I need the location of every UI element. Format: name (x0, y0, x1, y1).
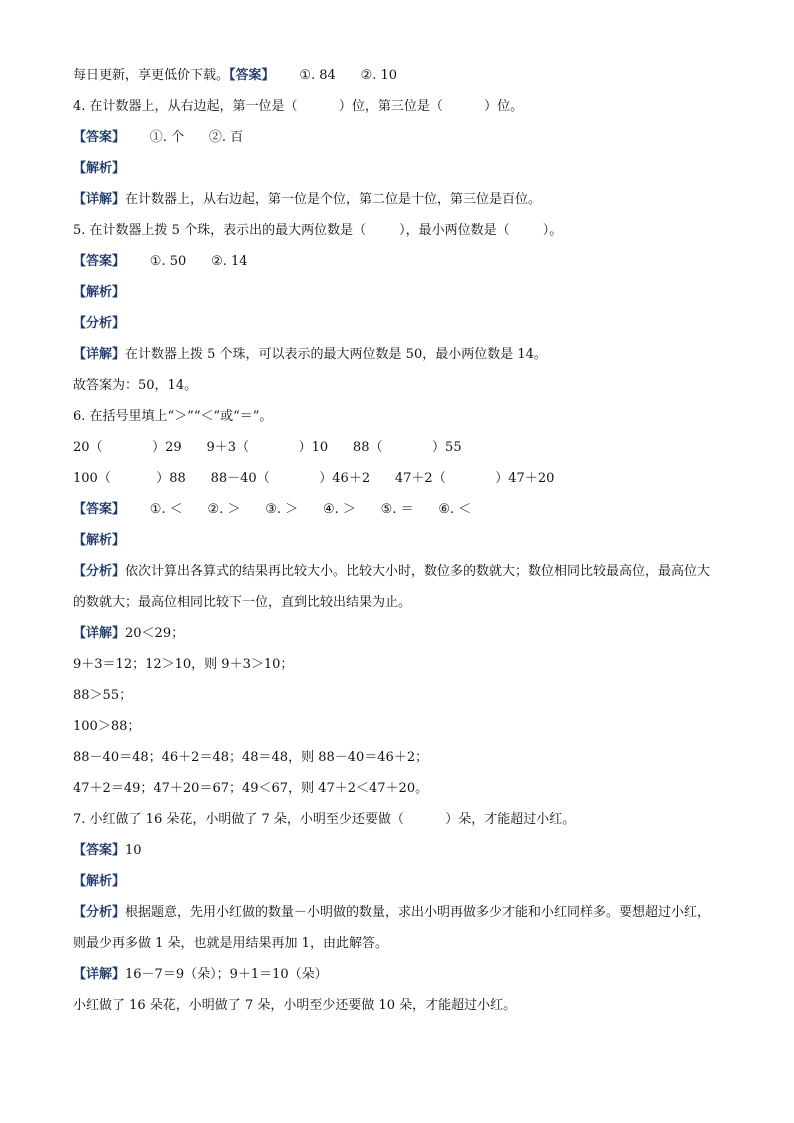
detail-line (73, 649, 723, 680)
detail-text: 16－7＝9（朵）；9＋1＝10（朵） (125, 967, 328, 982)
answer-text: ①. ＜ ②. ＞ ③. ＞ ④. ＞ ⑤. ＝ ⑥. ＜ (125, 502, 472, 517)
detail-line (73, 959, 723, 990)
answer-line (73, 246, 723, 277)
detail-line (73, 742, 723, 773)
answer-line (73, 494, 723, 525)
question-text: 6. 在括号里填上“＞”“＜”或“＝”。 (73, 409, 273, 424)
reasoning-text: 依次计算出各算式的结果再比较大小。比较大小时，数位多的数就大；数位相同比较最高位，最高位大的数就大；最高位相同比较下一位，直到比较出结果为止。 (73, 564, 711, 610)
reasoning-heading (73, 308, 723, 339)
detail-text: 在计数器上拨 5 个珠，可以表示的最大两位数是 50，最小两位数是 14。 (125, 347, 547, 362)
answer-tag: 【答案】 (73, 254, 126, 269)
conclusion-line (73, 990, 723, 1021)
detail-tag: 【详解】 (73, 192, 126, 207)
analysis-heading (73, 277, 723, 308)
conclusion-line (73, 370, 723, 401)
answer-line (73, 835, 723, 866)
analysis-tag: 【解析】 (73, 874, 126, 889)
answer-tag: 【答案】 (229, 68, 275, 83)
reasoning-text: 根据题意，先用小红做的数量－小明做的数量，求出小明再做多少才能和小红同样多。要想超过小红，则最少再多做 1 朵，也就是用结果再加 1，由此解答。 (73, 905, 711, 951)
analysis-heading (73, 525, 723, 556)
reasoning-line (73, 897, 723, 959)
detail-tag: 【详解】 (73, 967, 126, 982)
question-text: 7. 小红做了 16 朵花，小明做了 7 朵，小明至少还要做（ ）朵，才能超过小红。 (73, 812, 576, 827)
analysis-tag: 【解析】 (73, 285, 126, 300)
question-text: 5. 在计数器上拨 5 个珠，表示出的最大两位数是（ ），最小两位数是（ ）。 (73, 223, 563, 238)
conclusion-text: 故答案为：50，14。 (73, 378, 198, 393)
detail-line (73, 773, 723, 804)
question-6-row-1 (73, 432, 723, 463)
answer-text: ①. 个 ②. 百 (125, 130, 244, 145)
detail-tag: 【详解】 (73, 347, 126, 362)
detail-tag: 【详解】 (73, 626, 126, 641)
analysis-tag: 【解析】 (73, 533, 126, 548)
question-text: 4. 在计数器上，从右边起，第一位是（ ）位，第三位是（ ）位。 (73, 99, 524, 114)
line-text: 每日更新，享更低价下载。 (73, 68, 230, 83)
reasoning-tag: 【分析】 (73, 905, 126, 920)
detail-line (73, 339, 723, 370)
text-line (73, 60, 723, 91)
conclusion-text: 小红做了 16 朵花，小明做了 7 朵，小明至少还要做 10 朵，才能超过小红。 (73, 998, 517, 1013)
reasoning-tag: 【分析】 (73, 316, 126, 331)
question-6 (73, 401, 723, 432)
comparison-row: 100（ ）88 88－40（ ）46＋2 47＋2（ ）47＋20 (73, 471, 555, 486)
answer-text: ①. 50 ②. 14 (125, 254, 248, 269)
detail-line (73, 618, 723, 649)
document-page (73, 60, 723, 1021)
detail-line (73, 184, 723, 215)
detail-text: 20＜29； (125, 626, 185, 641)
question-7 (73, 804, 723, 835)
comparison-row: 20（ ）29 9＋3（ ）10 88（ ）55 (73, 440, 462, 455)
answer-text: 10 (125, 843, 142, 858)
answer-text: ①. 84 ②. 10 (274, 68, 398, 83)
detail-text: 100＞88； (73, 719, 141, 734)
detail-text: 47＋2＝49；47＋20＝67；49＜67，则 47＋2＜47＋20。 (73, 781, 429, 796)
reasoning-line (73, 556, 723, 618)
reasoning-tag: 【分析】 (73, 564, 126, 579)
analysis-heading (73, 866, 723, 897)
question-4 (73, 91, 723, 122)
detail-text: 88－40＝48；46＋2＝48；48＝48，则 88－40＝46＋2； (73, 750, 429, 765)
answer-line (73, 122, 723, 153)
analysis-heading (73, 153, 723, 184)
detail-text: 9＋3＝12；12＞10，则 9＋3＞10； (73, 657, 294, 672)
detail-text: 88＞55； (73, 688, 133, 703)
detail-text: 在计数器上，从右边起，第一位是个位，第二位是十位，第三位是百位。 (125, 192, 542, 207)
detail-line (73, 711, 723, 742)
answer-tag: 【答案】 (73, 130, 126, 145)
analysis-tag: 【解析】 (73, 161, 126, 176)
answer-tag: 【答案】 (73, 843, 126, 858)
question-6-row-2 (73, 463, 723, 494)
answer-tag: 【答案】 (73, 502, 126, 517)
detail-line (73, 680, 723, 711)
question-5 (73, 215, 723, 246)
